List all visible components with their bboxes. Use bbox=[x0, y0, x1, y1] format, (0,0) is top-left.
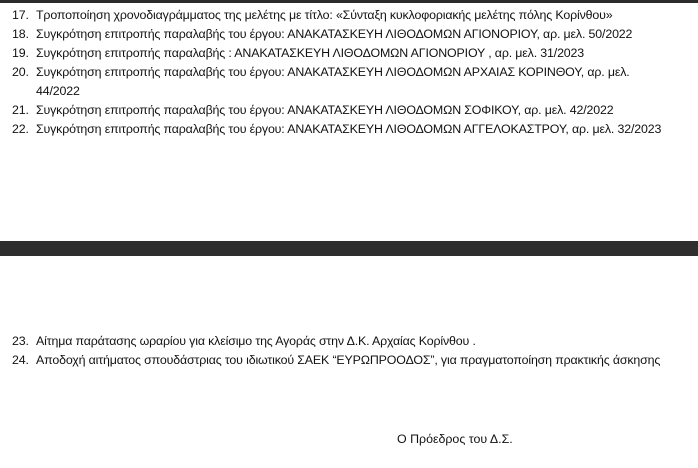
agenda-item-text: Συγκρότηση επιτροπής παραλαβής του έργου: ΑΝΑΚΑΤΑΣΚΕΥΗ ΛΙΘΟΔΟΜΩΝ ΑΡΧΑΙΑΣ ΚΟΡΙΝΘΟΥ, αρ. μελ. 44/2022 bbox=[36, 65, 630, 98]
agenda-item-text: Συγκρότηση επιτροπής παραλαβής : ΑΝΑΚΑΤΑΣΚΕΥΗ ΛΙΘΟΔΟΜΩΝ ΑΓΙΟΝΟΡΙΟΥ , αρ. μελ. 31/2023 bbox=[36, 46, 585, 60]
agenda-item-text: Τροποποίηση χρονοδιαγράμματος της μελέτης με τίτλο: «Σύνταξη κυκλοφοριακής μελέτης πόλης Κορίνθου» bbox=[36, 8, 613, 22]
agenda-list-top bbox=[12, 6, 662, 139]
agenda-item-number: 22. bbox=[12, 122, 29, 136]
agenda-item-text: Αίτημα παράτασης ωραρίου για κλείσιμο της Αγοράς στην Δ.Κ. Αρχαίας Κορίνθου . bbox=[36, 334, 476, 348]
agenda-item-21 bbox=[12, 101, 662, 120]
agenda-item-number: 19. bbox=[12, 46, 29, 60]
agenda-list-bottom bbox=[12, 332, 662, 370]
agenda-item-22 bbox=[12, 120, 662, 139]
page-break-divider bbox=[0, 241, 698, 256]
agenda-item-number: 24. bbox=[12, 353, 29, 367]
agenda-item-23 bbox=[12, 332, 662, 351]
agenda-item-number: 23. bbox=[12, 334, 29, 348]
agenda-item-20 bbox=[12, 63, 662, 101]
top-divider bbox=[0, 0, 698, 3]
agenda-item-number: 20. bbox=[12, 65, 29, 79]
agenda-item-text: Συγκρότηση επιτροπής παραλαβής του έργου: ΑΝΑΚΑΤΑΣΚΕΥΗ ΛΙΘΟΔΟΜΩΝ ΑΓΓΕΛΟΚΑΣΤΡΟΥ, αρ. μελ. 32/2023 bbox=[36, 122, 662, 136]
agenda-item-text: Αποδοχή αιτήματος σπουδάστριας του ιδιωτικού ΣΑΕΚ “ΕΥΡΩΠΡΟΟΔΟΣ”, για πραγματοποίηση πρακτικής άσκησης bbox=[36, 353, 661, 367]
agenda-item-number: 17. bbox=[12, 8, 29, 22]
agenda-item-text: Συγκρότηση επιτροπής παραλαβής του έργου: ΑΝΑΚΑΤΑΣΚΕΥΗ ΛΙΘΟΔΟΜΩΝ ΑΓΙΟΝΟΡΙΟΥ, αρ. μελ. 50/2022 bbox=[36, 27, 633, 41]
agenda-item-17 bbox=[12, 6, 662, 25]
agenda-item-number: 18. bbox=[12, 27, 29, 41]
agenda-item-18 bbox=[12, 25, 662, 44]
signature-line: Ο Πρόεδρος του Δ.Σ. bbox=[397, 432, 513, 446]
agenda-item-number: 21. bbox=[12, 103, 29, 117]
agenda-item-text: Συγκρότηση επιτροπής παραλαβής του έργου: ΑΝΑΚΑΤΑΣΚΕΥΗ ΛΙΘΟΔΟΜΩΝ ΣΟΦΙΚΟΥ, αρ. μελ. 42/2022 bbox=[36, 103, 614, 117]
agenda-item-19 bbox=[12, 44, 662, 63]
agenda-item-24 bbox=[12, 351, 662, 370]
